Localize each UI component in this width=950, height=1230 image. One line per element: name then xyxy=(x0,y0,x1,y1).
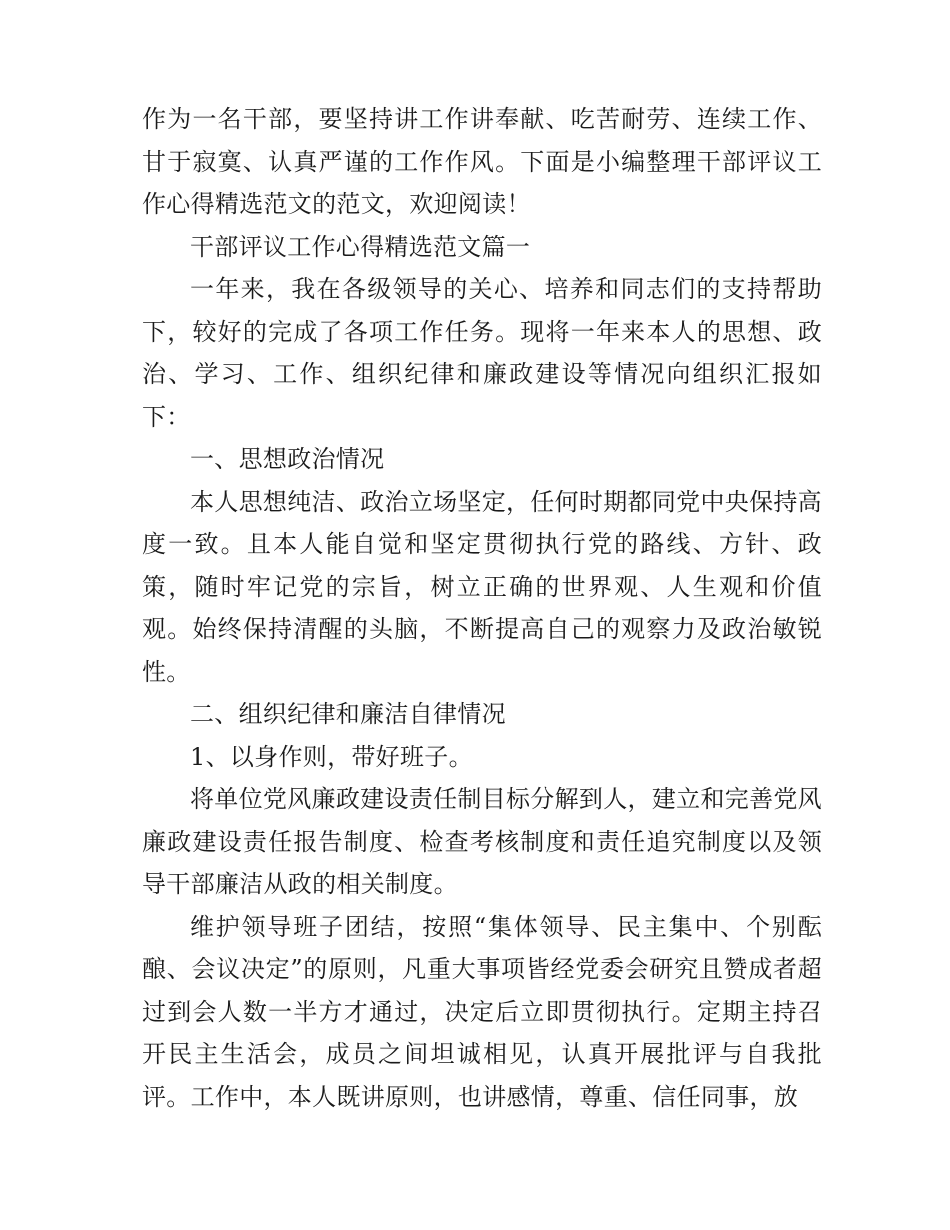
section-heading: 二、组织纪律和廉洁自律情况 xyxy=(190,700,506,728)
intro-paragraph: 作为一名干部，要坚持讲工作讲奉献、吃苦耐劳、连续工作、甘于寂寞、认真严谨的工作作风。下面是小编整理干部评议工作心得精选范文的范文，欢迎阅读！ xyxy=(142,105,822,218)
essay-title: 干部评议工作心得精选范文篇一 xyxy=(190,232,531,261)
body-paragraph: 维护领导班子团结，按照“集体领导、民主集中、个别酝酿、会议决定”的原则，凡重大事项皆经党委会研究且赞成者超过到会人数一半方才通过，决定后立即贯彻执行。定期主持召开民主生活会，成员之间坦诚相见，认真开展批评与自我批评。工作中，本人既讲原则，也讲感情，尊重、信任同事，放 xyxy=(142,912,822,1111)
body-paragraph: 一年来，我在各级领导的关心、培养和同志们的支持帮助下，较好的完成了各项工作任务。现将一年来本人的思想、政治、学习、工作、组织纪律和廉政建设等情况向组织汇报如下： xyxy=(142,275,822,431)
body-paragraph: 将单位党风廉政建设责任制目标分解到人，建立和完善党风廉政建设责任报告制度、检查考核制度和责任追究制度以及领导干部廉洁从政的相关制度。 xyxy=(142,785,822,898)
subsection-heading: 1、以身作则，带好班子。 xyxy=(190,742,473,771)
body-paragraph: 本人思想纯洁、政治立场坚定，任何时期都同党中央保持高度一致。且本人能自觉和坚定贯彻执行党的路线、方针、政策，随时牢记党的宗旨，树立正确的世界观、人生观和价值观。始终保持清醒的头脑，不断提高自己的观察力及政治敏锐性。 xyxy=(142,487,822,686)
section-heading: 一、思想政治情况 xyxy=(190,445,385,473)
